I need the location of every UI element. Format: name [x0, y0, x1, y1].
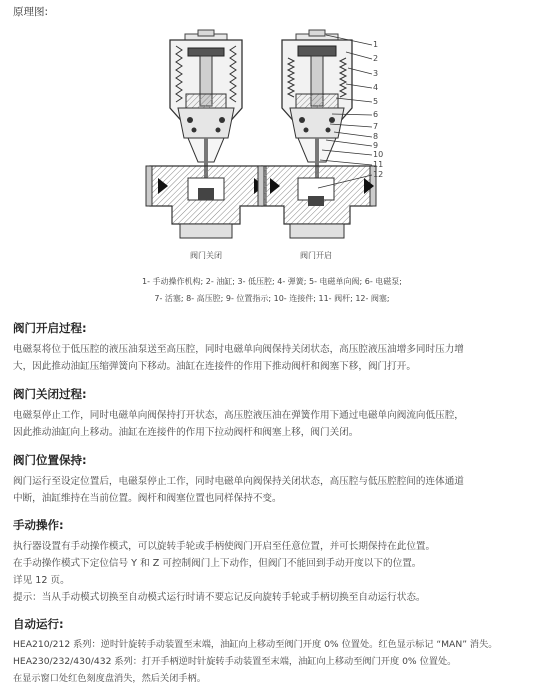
text-line: 在显示窗口处红色刻度盘消失，然后关闭手柄。 — [13, 673, 206, 684]
section-title-position-hold: 阀门位置保持: — [13, 453, 87, 467]
callout-3: 3 — [373, 69, 379, 78]
principle-diagram — [0, 28, 544, 268]
callout-11: 11 — [373, 160, 384, 169]
section-body-manual-operation — [13, 538, 535, 606]
legend-line-1: 1- 手动操作机构; 2- 油缸; 3- 低压腔; 4- 弹簧; 5- 电磁单向阀; 6- 电磁泵; — [141, 277, 402, 286]
text-line: 电磁泵将位于低压腔的液压油泵送至高压腔，同时电磁单向阀保持关闭状态，高压腔液压油增多同时压力增 — [13, 344, 464, 355]
section-title-valve-closing: 阀门关闭过程: — [13, 387, 87, 401]
callout-1: 1 — [373, 40, 379, 49]
section-body-position-hold — [13, 473, 535, 507]
callout-6: 6 — [373, 110, 379, 119]
callout-4: 4 — [373, 83, 379, 92]
text-line: 大，因此推动油缸压缩弹簧向下移动。油缸在连接件的作用下推动阀杆和阀塞下移，阀门打开。 — [13, 361, 416, 372]
caption-valve-closed: 阀门关闭 — [190, 251, 222, 260]
section-title-manual-operation: 手动操作: — [13, 518, 64, 532]
section-body-auto-operation — [13, 636, 535, 687]
text-line: 执行器设置有手动操作模式，可以旋转手轮或手柄使阀门开启至任意位置，并可长期保持在此位置。 — [13, 541, 436, 552]
callout-5: 5 — [373, 97, 379, 106]
text-line: HEA230/232/430/432 系列：打开手柄逆时针旋转手动装置至末端，油缸向上移动至阀门开度 0% 位置处。 — [13, 656, 457, 667]
callout-8: 8 — [373, 132, 379, 141]
text-line: 提示：当从手动模式切换至自动模式运行时请不要忘记反向旋转手轮或手柄切换至自动运行状态。 — [13, 592, 426, 603]
text-line: 详见 12 页。 — [13, 575, 70, 586]
text-line: 中断，油缸维持在当前位置。阀杆和阀塞位置也同样保持不变。 — [13, 493, 282, 504]
section-title-auto-operation: 自动运行: — [13, 617, 64, 631]
callout-2: 2 — [373, 54, 379, 63]
section-title-valve-opening: 阀门开启过程: — [13, 321, 87, 335]
text-line: 电磁泵停止工作，同时电磁单向阀保持打开状态，高压腔液压油在弹簧作用下通过电磁单向阀流向低压腔， — [13, 410, 464, 421]
text-line: 阀门运行至设定位置后，电磁泵停止工作，同时电磁单向阀保持关闭状态，高压腔与低压腔腔间的连体通道 — [13, 476, 464, 487]
text-line: 在手动操作模式下定位信号 Y 和 Z 可控制阀门上下动作，但阀门不能回到手动开度以下的位置。 — [13, 558, 422, 569]
legend-line-2: 7- 活塞; 8- 高压腔; 9- 位置指示; 10- 连接件; 11- 阀杆; 12- 阀塞; — [154, 294, 390, 303]
page-label: 原理图: — [13, 6, 49, 18]
callout-9: 9 — [373, 141, 379, 150]
callout-12: 12 — [373, 170, 384, 179]
text-line: 因此推动油缸向上移动。油缸在连接件的作用下拉动阀杆和阀塞上移，阀门关闭。 — [13, 427, 359, 438]
caption-valve-open: 阀门开启 — [300, 251, 332, 260]
valve-closed-drawing — [146, 30, 266, 238]
section-body-valve-closing — [13, 407, 535, 441]
text-line: HEA210/212 系列：逆时针旋转手动装置至末端，油缸向上移动至阀门开度 0% 位置处。红色显示标记 “MAN” 消失。 — [13, 639, 498, 650]
section-body-valve-opening — [13, 341, 535, 375]
callout-7: 7 — [373, 122, 379, 131]
callout-10: 10 — [373, 150, 384, 159]
